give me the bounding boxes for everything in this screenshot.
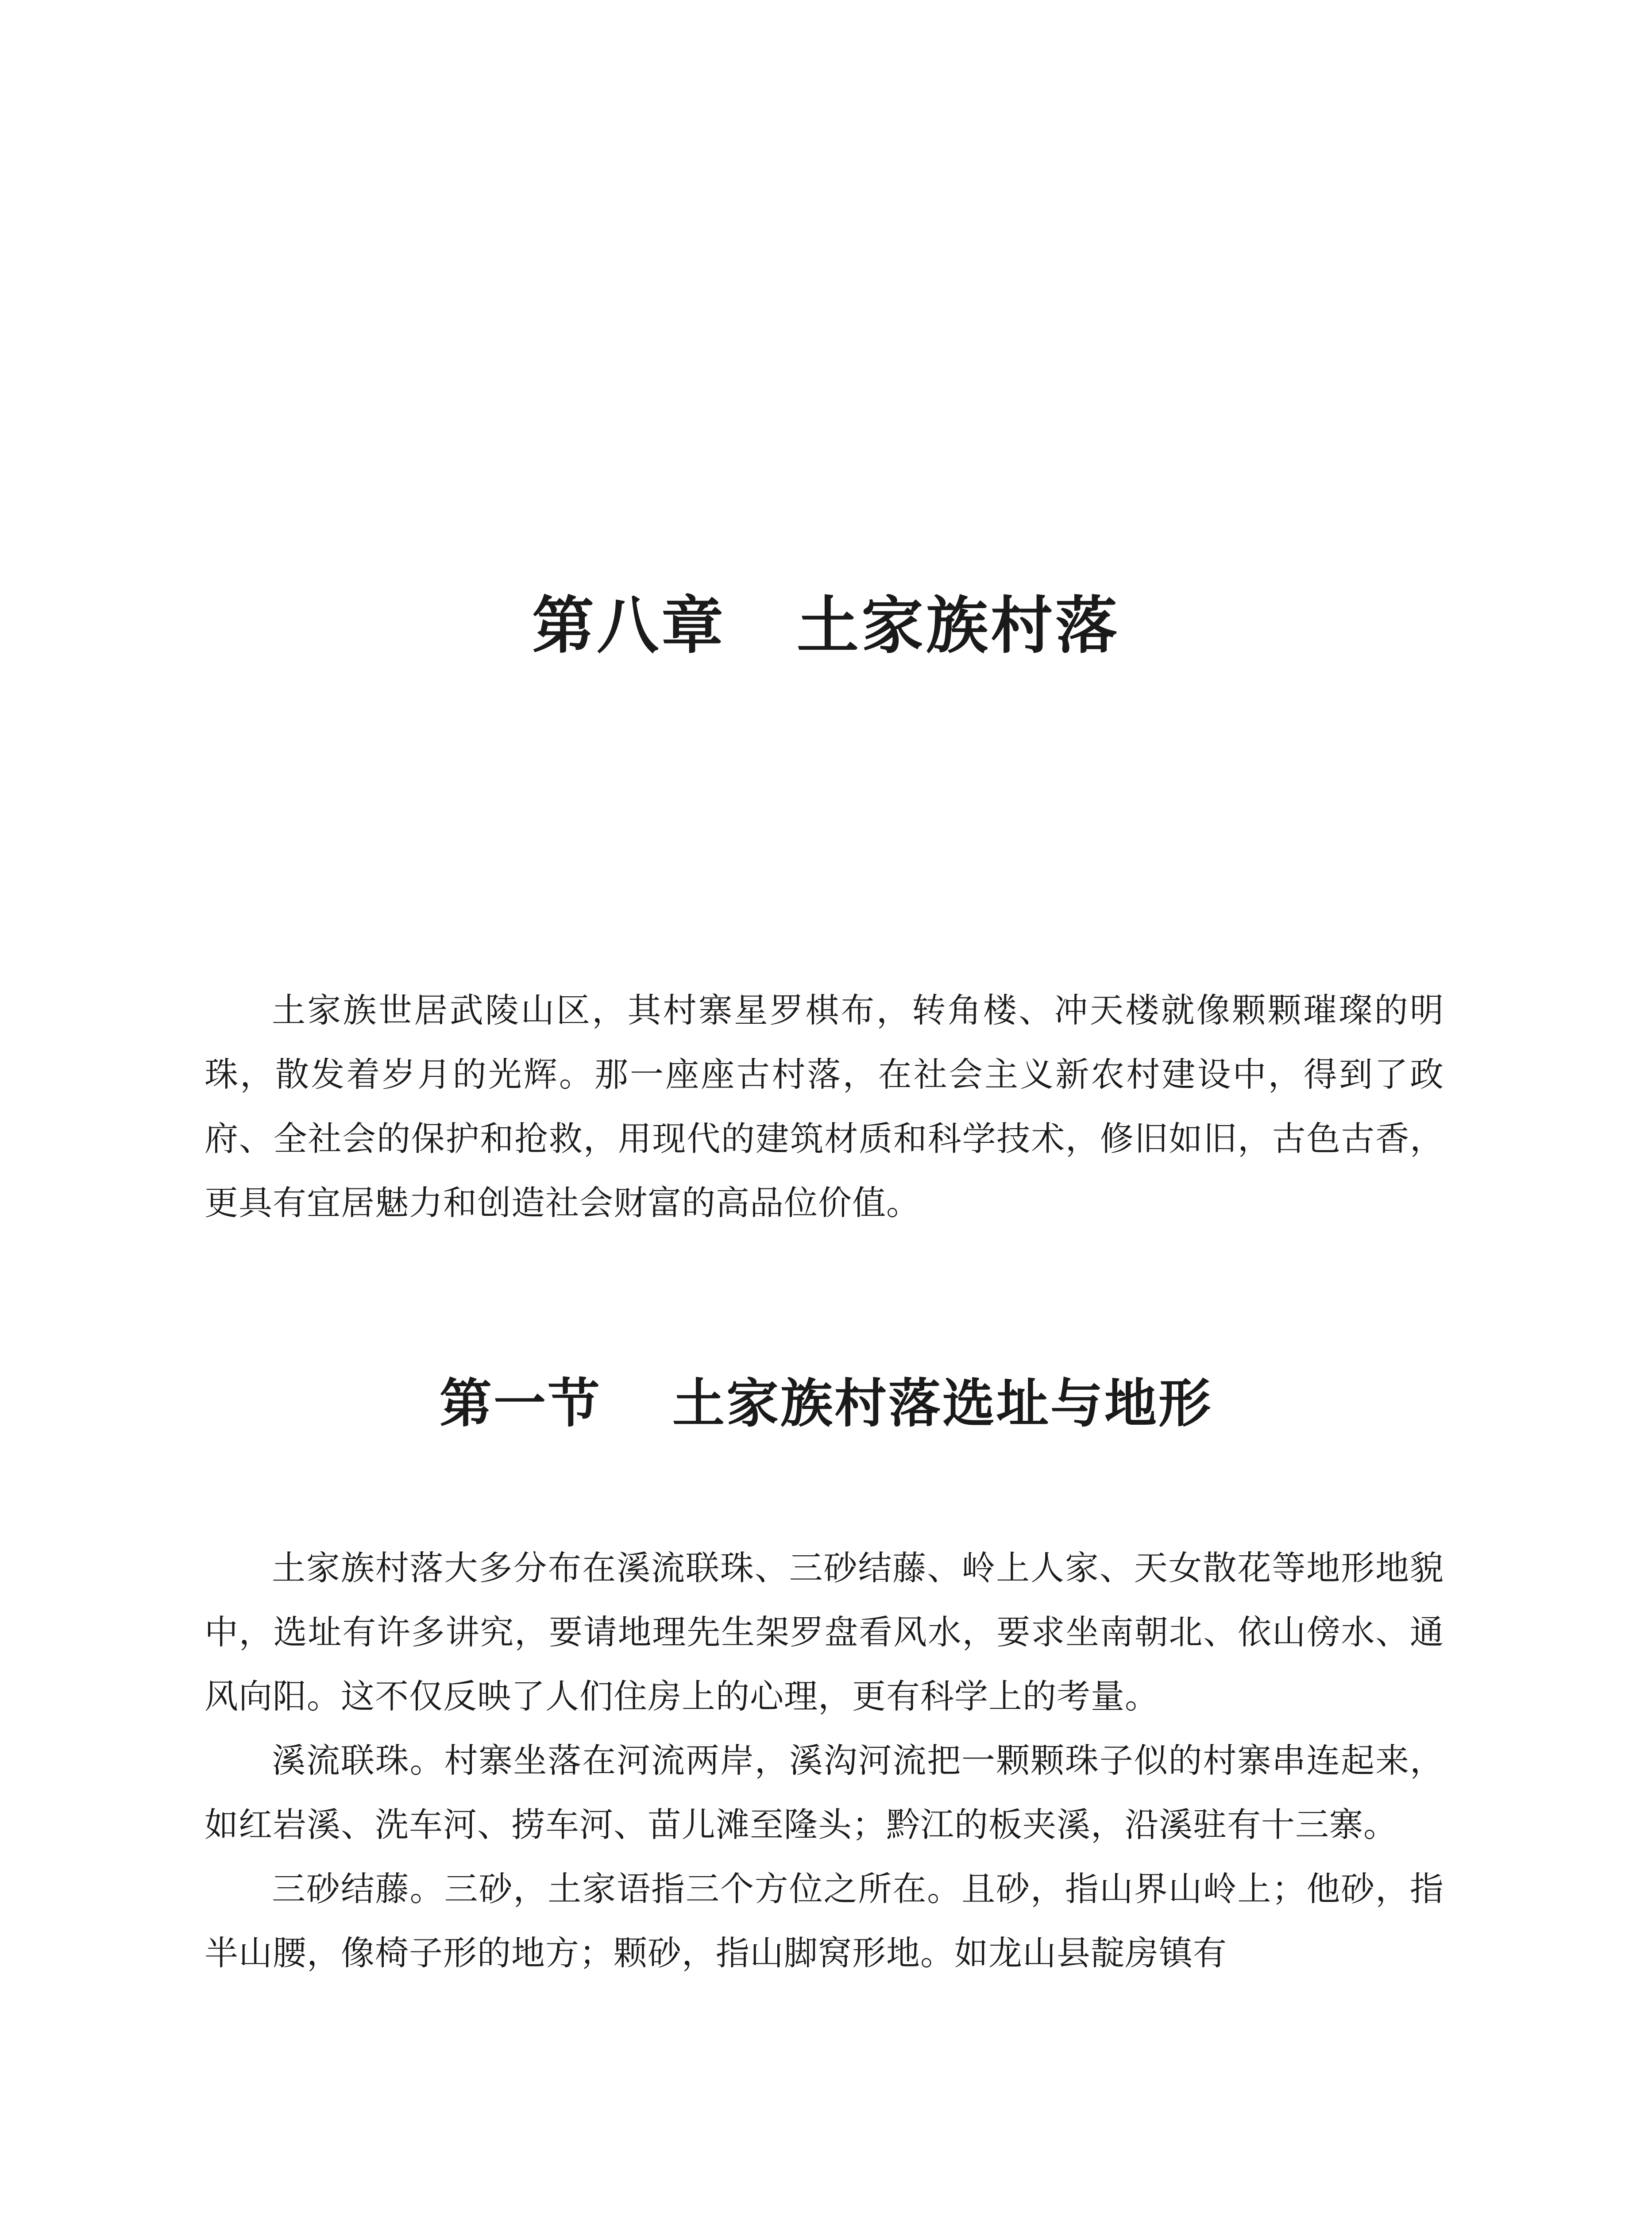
section-body <box>205 1536 1444 1985</box>
section-number: 第一节 <box>439 1373 602 1434</box>
chapter-name: 土家族村落 <box>797 590 1120 662</box>
chapter-intro <box>205 978 1444 1235</box>
section-name: 土家族村落选址与地形 <box>672 1373 1213 1434</box>
body-paragraph-1: 土家族村落大多分布在溪流联珠、三砂结藤、岭上人家、天女散花等地形地貌中，选址有许多讲究，要请地理先生架罗盘看风水，要求坐南朝北、依山傍水、通风向阳。这不仅反映了人们住房上的心理，更有科学上的考量。 <box>205 1548 1444 1716</box>
chapter-title <box>0 589 1652 663</box>
chapter-number: 第八章 <box>532 590 726 662</box>
intro-paragraph: 土家族世居武陵山区，其村寨星罗棋布，转角楼、冲天楼就像颗颗璀璨的明珠，散发着岁月的光辉。那一座座古村落，在社会主义新农村建设中，得到了政府、全社会的保护和抢救，用现代的建筑材质和科学技术，修旧如旧，古色古香，更具有宜居魅力和创造社会财富的高品位价值。 <box>205 991 1444 1222</box>
body-paragraph-2: 溪流联珠。村寨坐落在河流两岸，溪沟河流把一颗颗珠子似的村寨串连起来，如红岩溪、洗车河、捞车河、苗儿滩至隆头；黔江的板夹溪，沿溪驻有十三寨。 <box>205 1741 1444 1844</box>
body-paragraph-3: 三砂结藤。三砂，土家语指三个方位之所在。且砂，指山界山岭上；他砂，指半山腰，像椅子形的地方；颗砂，指山脚窝形地。如龙山县靛房镇有 <box>205 1869 1444 1973</box>
section-title <box>0 1372 1652 1435</box>
